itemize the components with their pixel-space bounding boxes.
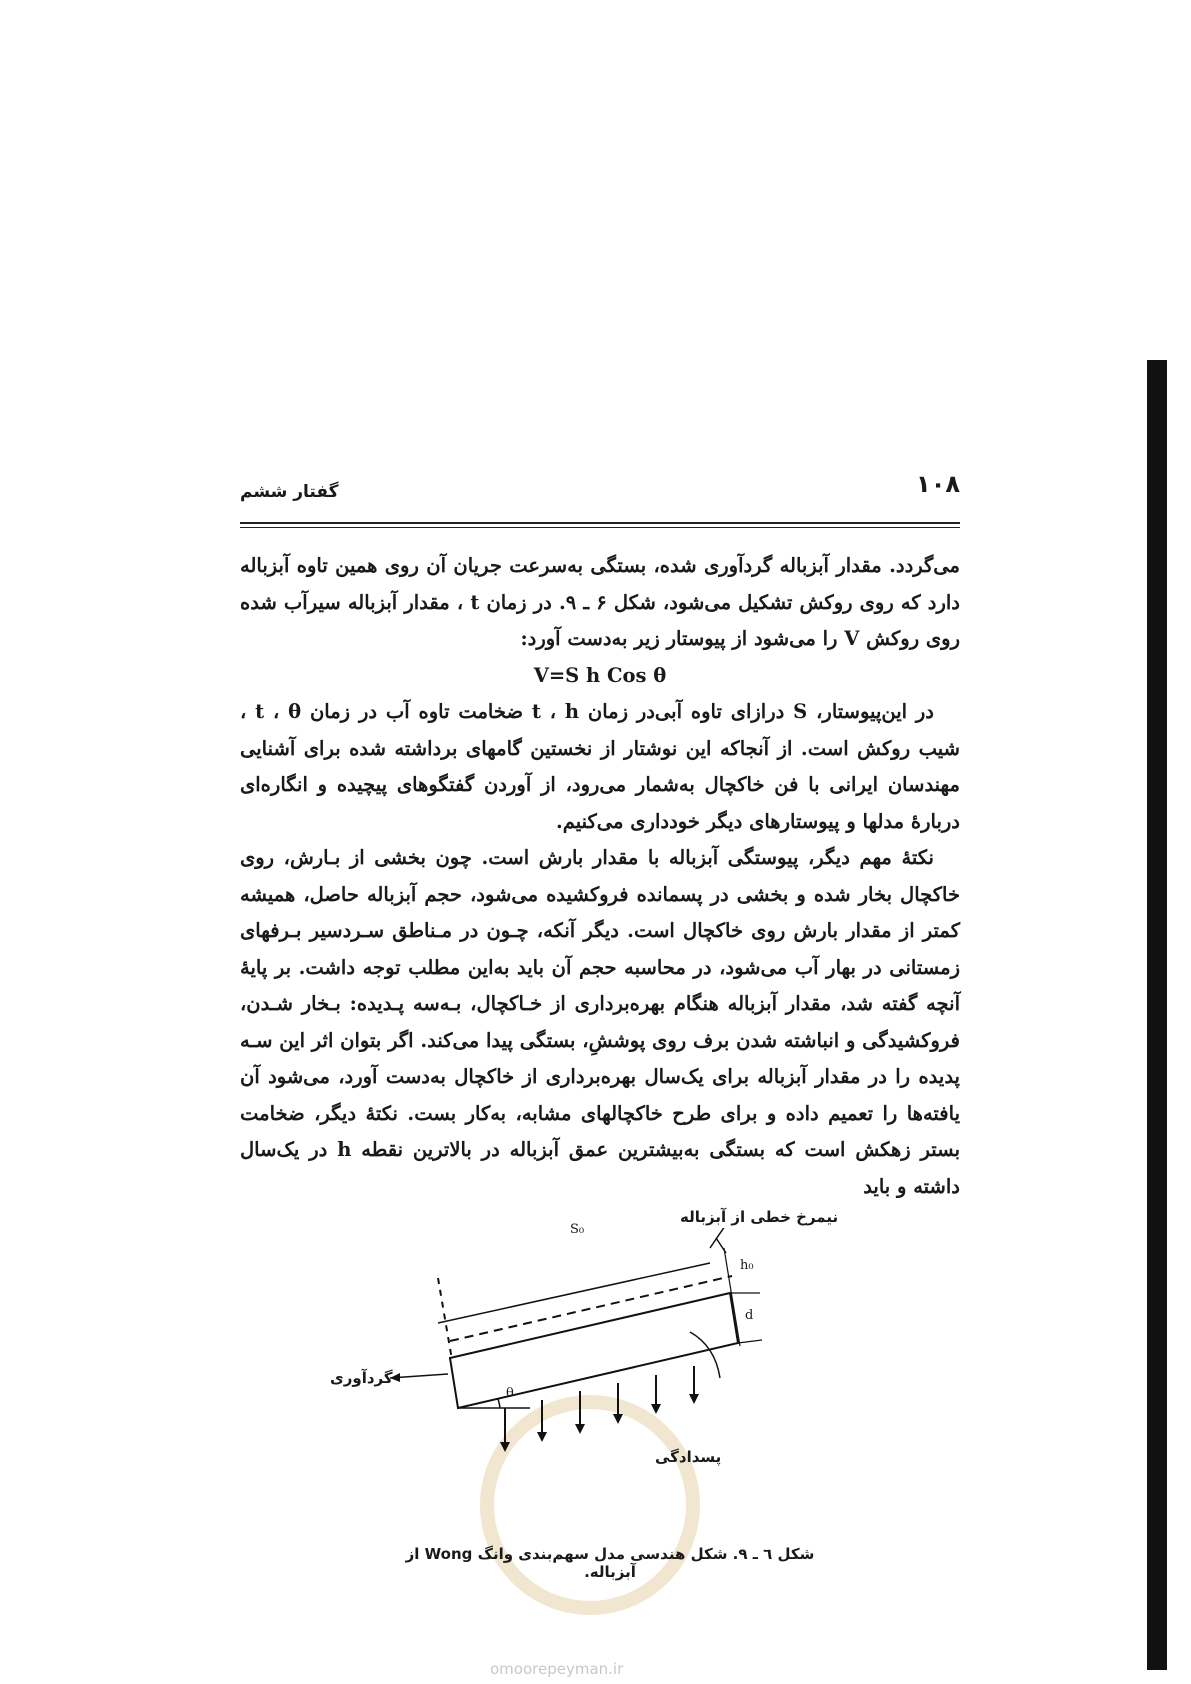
label-collection: گردآوری: [330, 1369, 393, 1387]
leachate-surface: [450, 1276, 732, 1341]
var-s: S₀: [570, 1222, 585, 1237]
profile-pointer: [710, 1228, 725, 1248]
page-header: [240, 470, 960, 530]
formula: V=S h Cos θ: [533, 663, 667, 687]
chapter-title: گفتار ششم: [240, 482, 339, 502]
label-percolation: پسدادگی: [655, 1448, 722, 1466]
page-number: ۱۰۸: [916, 470, 960, 498]
body-text: [240, 548, 960, 1205]
left-boundary: [438, 1278, 452, 1360]
figure-diagram: [330, 1228, 890, 1548]
var-d: d: [745, 1308, 754, 1323]
percolation-arrows: [505, 1366, 694, 1446]
paragraph-2: در این‌پیوستار، S درازای تاوه آبی‌در زمان t ، h ضخامت تاوه آب در زمان t ، θ ، شیب روکش است. از آنجاکه این نوشتار از نخستین گامهای برداشته شده برای آشنایی مهندسان ایرانی با فن خاکچال به‌شمار می‌رود، از آوردن گفتگوهای پیچیده و انگاره‌ای دربارهٔ مدلها و پیوستارهای دیگر خودداری می‌کنیم.: [240, 700, 960, 833]
figure-caption: شکل ٦ ـ ۹. شکل هندسی مدل سهم‌بندی وانگ Wong از آبزباله.: [405, 1545, 815, 1581]
header-rule-top: [240, 522, 960, 524]
right-dimension-line: [724, 1248, 740, 1346]
watermark-url: omoorepeyman.ir: [490, 1660, 624, 1678]
label-profile: نیمرخ خطی از آبزباله: [680, 1208, 839, 1226]
paragraph-1: می‌گردد. مقدار آبزباله گردآوری شده، بستگی به‌سرعت جریان آن روی همین تاوه آبزباله دارد که روی روکش تشکیل می‌شود، شکل ۶ ـ ۹. در زمان t ، مقدار آبزباله سیرآب شده روی روکش V را می‌شود از پیوستار زیر به‌دست آورد:: [240, 554, 960, 650]
header-rule-bottom: [240, 527, 960, 528]
paragraph-3: نکتهٔ مهم دیگر، پیوستگی آبزباله با مقدار بارش است. چون بخشی از بـارش، روی خاکچال بخار شده و بخشی در پسمانده فروکشیده می‌شود، حجم آبزباله حاصل، همیشه کمتر از مقدار بارش روی خاکچال است. دیگر آنکه، چـون در مـناطق سـردسیر بـرفهای زمستانی در بهار آب می‌شود، در محاسبه حجم آن باید به‌این مطلب توجه داشت. بر پایهٔ آنچه گفته شد، مقدار آبزباله هنگام بهره‌برداری از خـاکچال، بـه‌سه پـدیده: بـخار شـدن، فروکشیدگی و انباشته شدن برف روی پوششِ، بستگی پیدا می‌کند. اگر بتوان اثر این سـه پدیده را در مقدار آبزباله برای یک‌سال بهره‌برداری از خاکچال به‌دست آورد، می‌شود آن یافته‌ها را تعمیم داده و برای طرح خاکچالهای مشابه، به‌کار بست. نکتهٔ دیگر، ضخامت بستر زهکش است که بستگی به‌بیشترین عمق آبزباله در بالاترین نقطه h در یک‌سال داشته و باید: [240, 846, 960, 1198]
var-h: h₀: [740, 1258, 754, 1273]
page-edge-bar: [1147, 360, 1167, 1670]
theta-arc: [498, 1399, 500, 1408]
var-theta: θ: [506, 1386, 514, 1401]
figure-wong-model: [330, 1208, 890, 1548]
s-dimension-line: [438, 1263, 710, 1323]
